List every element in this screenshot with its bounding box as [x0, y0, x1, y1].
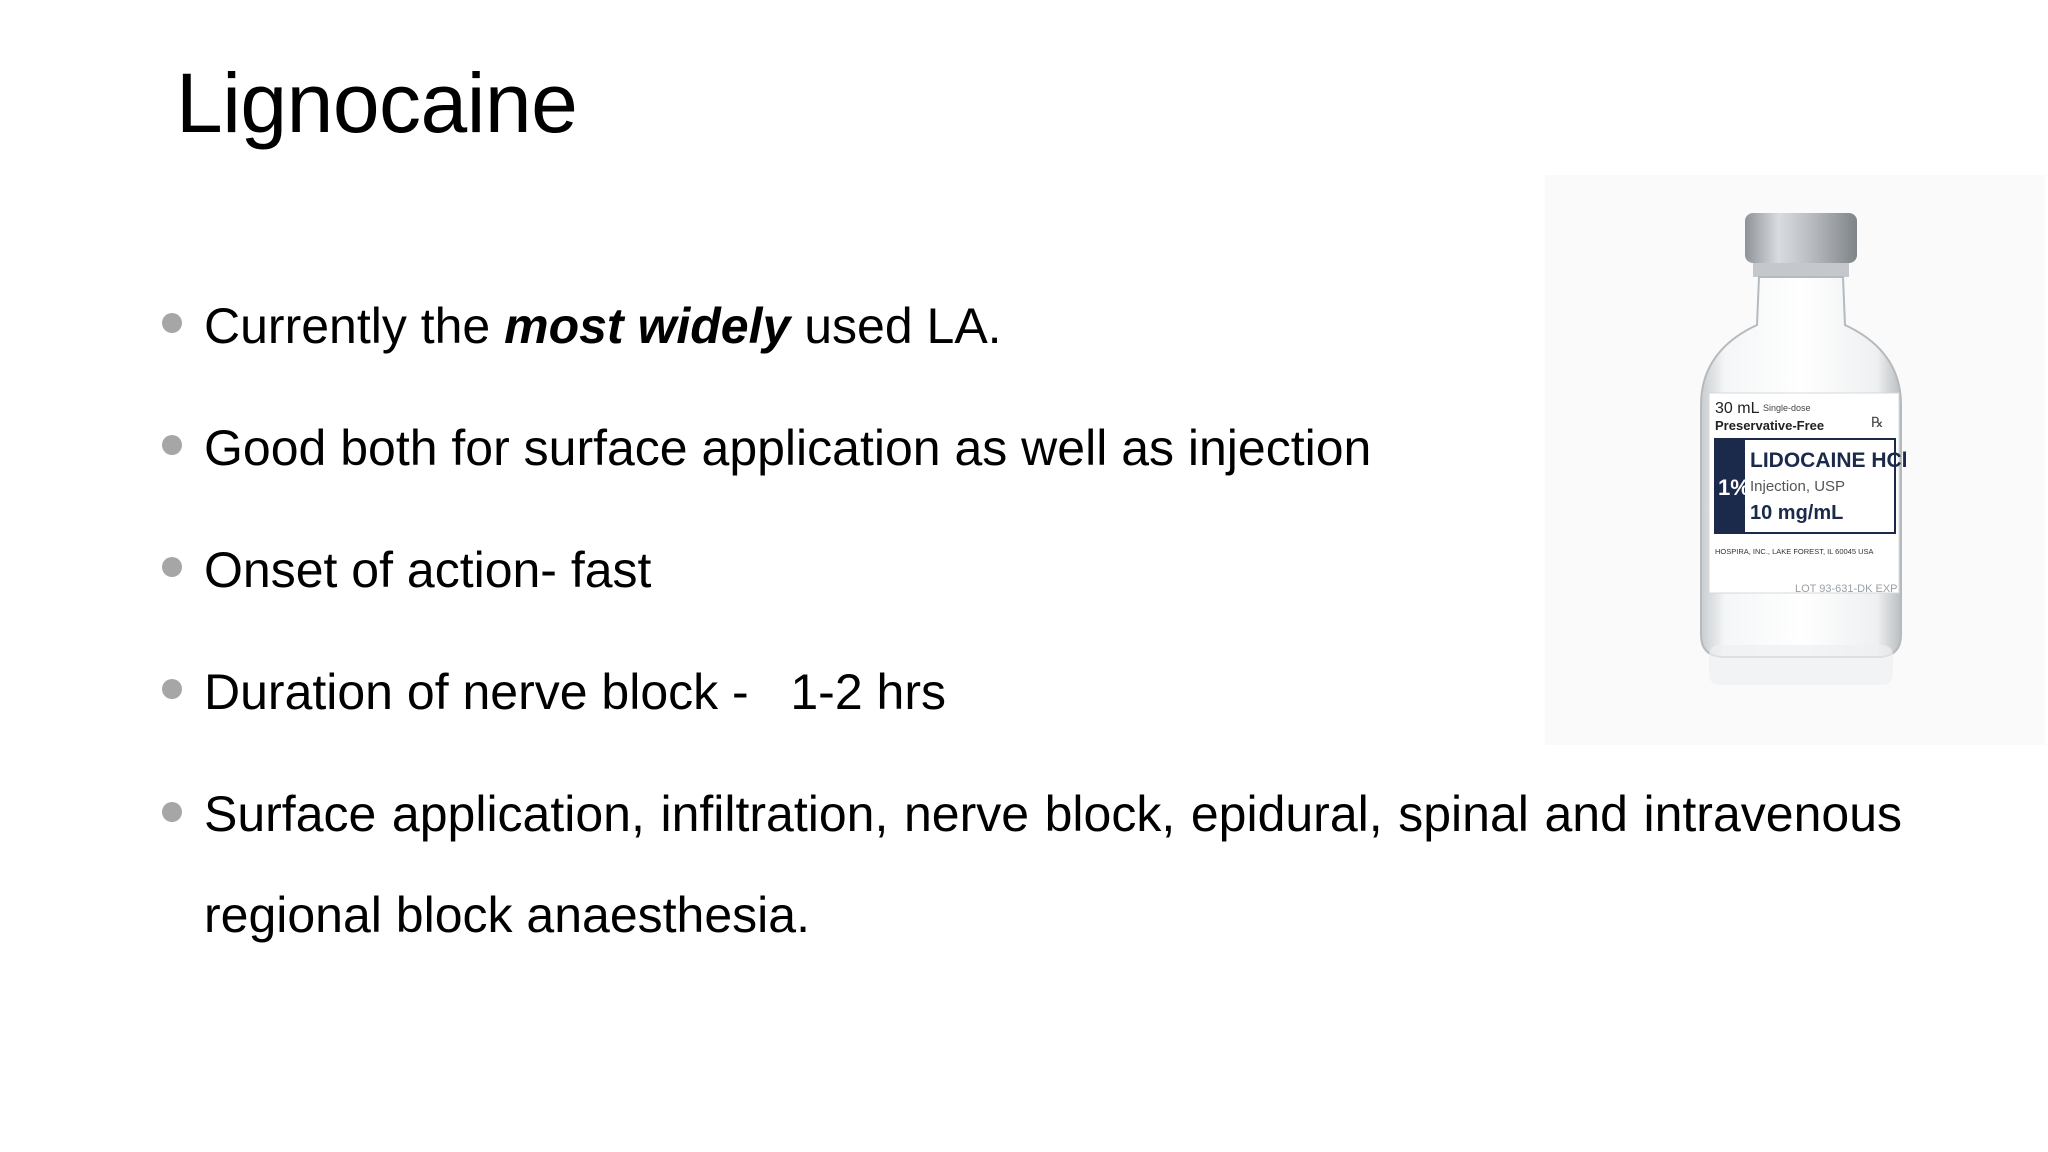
bullet-dot-icon	[162, 679, 182, 699]
bullet-text-emphasis: most widely	[504, 298, 791, 354]
bullet-dot-icon	[162, 557, 182, 577]
label-drug-name: LIDOCAINE HCl	[1750, 449, 1908, 472]
bullet-text-pre: Currently the	[204, 298, 505, 354]
bullet-text: Onset of action- fast	[204, 542, 652, 598]
label-rx: ℞	[1871, 414, 1884, 430]
label-preservative: Preservative-Free	[1715, 418, 1825, 433]
bullet-dot-icon	[162, 313, 182, 333]
label-percent: 1%	[1718, 475, 1750, 500]
bullet-text-post: used LA.	[790, 298, 1002, 354]
vial-crimp	[1753, 263, 1849, 277]
bullet-text: Duration of nerve block - 1-2 hrs	[204, 664, 946, 720]
bullet-text: Good both for surface application as well as injection	[204, 420, 1372, 476]
label-lot: LOT 93-631-DK EXP	[1795, 583, 1898, 595]
label-volume: 30 mL	[1715, 400, 1760, 417]
bullet-dot-icon	[162, 435, 182, 455]
bullet-text: Surface application, infiltration, nerve block, epidural, spinal and intravenous regional block anaesthesia.	[204, 786, 1902, 943]
vial-cap	[1745, 213, 1857, 263]
bullet-item	[156, 764, 1902, 966]
label-manufacturer: HOSPIRA, INC., LAKE FOREST, IL 60045 USA	[1715, 547, 1874, 556]
label-dose: Single-dose	[1763, 403, 1811, 413]
label-concentration: 10 mg/mL	[1750, 502, 1844, 524]
slide-title: Lignocaine	[176, 56, 578, 150]
label-form: Injection, USP	[1750, 478, 1846, 495]
vial-illustration	[1545, 175, 2045, 745]
vial-reflection	[1709, 645, 1893, 685]
bullet-dot-icon	[162, 802, 182, 822]
lidocaine-vial-image	[1545, 175, 2045, 745]
